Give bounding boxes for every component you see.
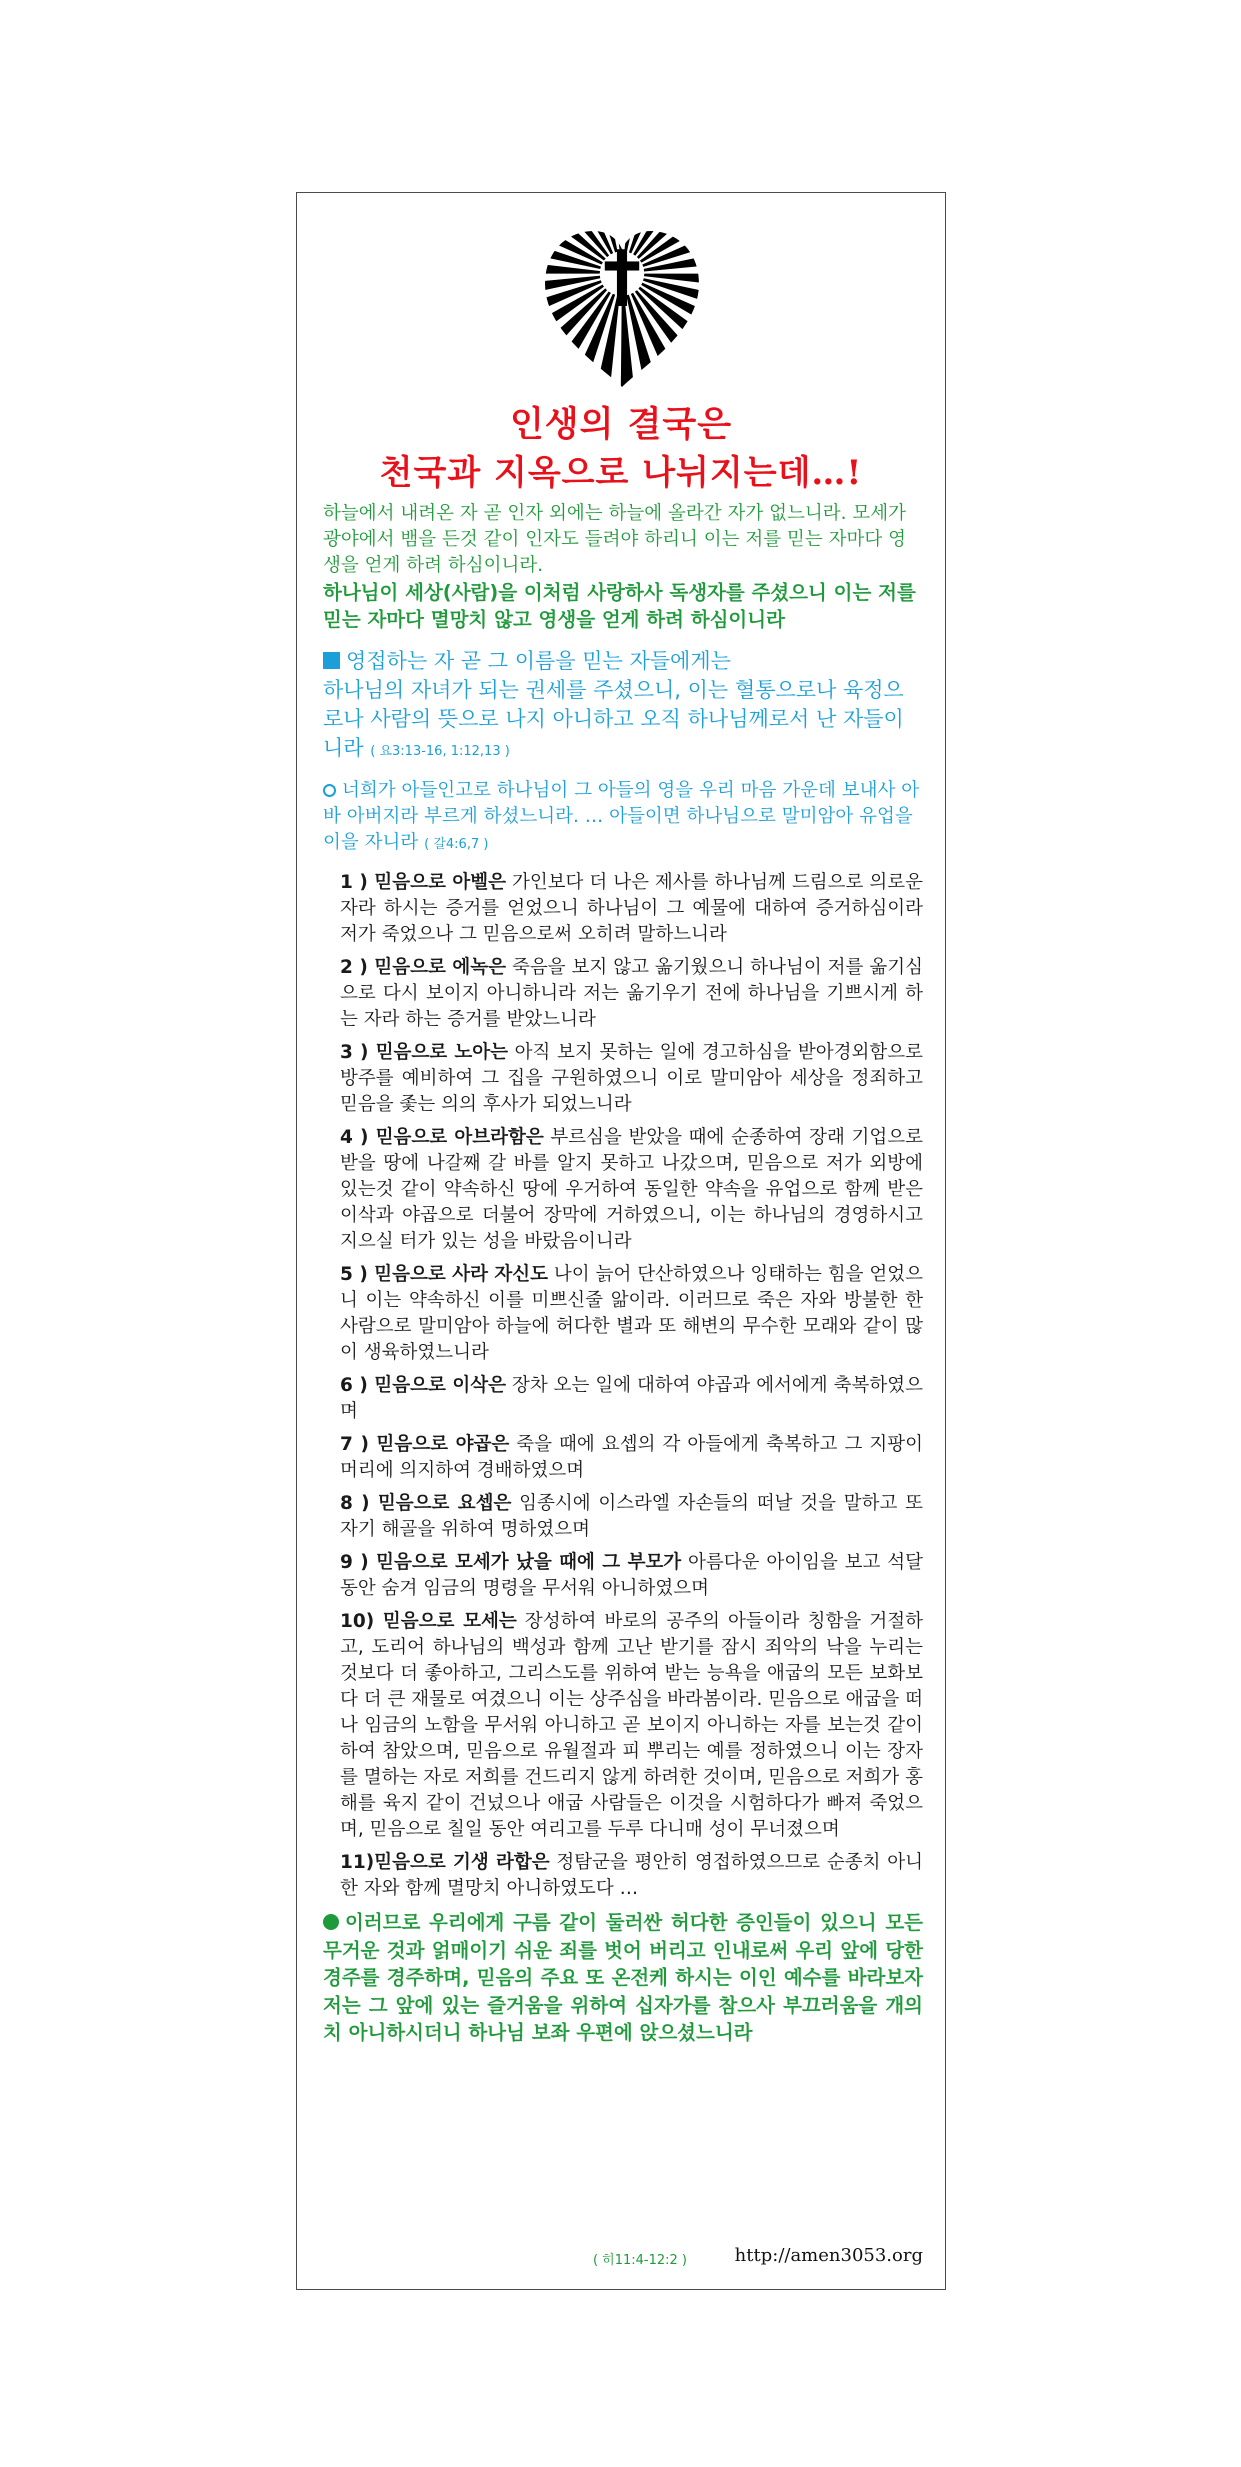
section-body-text: 하나님의 자녀가 되는 권세를 주셨으니, 이는 혈통으로나 육정으로나 사람의 뜻으로 나지 아니하고 오직 하나님께로서 난 자들이니라 (323, 678, 904, 760)
list-item-text: 아직 보지 못하는 일에 경고하심을 받아경외함으로 방주를 예비하여 그 집을 구원하였으니 이로 말미암아 세상을 정죄하고 믿음을 좇는 의의 후사가 되었느니라 (340, 1042, 924, 1115)
tract-card (296, 192, 946, 2290)
list-item-text: 아름다운 아이임을 보고 석달 동안 숨겨 임금의 명령을 무서워 아니하였으며 (340, 1552, 923, 1599)
list-item-lead: 3 ) 믿음으로 노아는 (340, 1042, 508, 1063)
list-item-text: 장차 오는 일에 대하여 야곱과 에서에게 축복하였으며 (340, 1375, 923, 1422)
circle-bullet-icon (323, 784, 336, 797)
list-item-text: 죽을 때에 요셉의 각 아들에게 축복하고 그 지팡이 머리에 의지하여 경배하였으며 (340, 1434, 923, 1481)
intro-paragraph: 하늘에서 내려온 자 곧 인자 외에는 하늘에 올라간 자가 없느니라. 모세가 광야에서 뱀을 든것 같이 인자도 들려야 하리니 이는 저를 믿는 자마다 영생을 얻게 하려 하심이니라. (323, 503, 906, 576)
list-item (340, 1609, 923, 1843)
list-item (340, 1850, 923, 1902)
list-item-text: 장성하여 바로의 공주의 아들이라 칭함을 거절하고, 도리어 하나님의 백성과 함께 고난 받기를 잠시 죄악의 낙을 누리는 것보다 더 좋아하고, 그리스도를 위하여 받는 능욕을 애굽의 모든 보화보다 더 큰 재물로 여겼으니 이는 상주심을 바라봄이라. 믿음으로 애굽을 떠나 임금의 노함을 무서워 아니하고 곧 보이지 아니하는 자를 보는것 같이 하여 참았으며, 믿음으로 유월절과 피 뿌리는 예를 정하였으니 이는 장자를 멸하는 자로 저희를 건드리지 않게 하려한 것이며, 믿음으로 저희가 홍해를 육지 같이 건넜으나 애굽 사람들은 이것을 시험하다가 빠져 죽었으며, 믿음으로 칠일 동안 여리고를 두루 다니매 성이 무너졌으며 (340, 1611, 923, 1840)
faith-list (323, 870, 923, 1902)
list-item (340, 1491, 923, 1543)
list-item-text: 정탐군을 평안히 영접하였으므로 순종치 아니한 자와 함께 멸망치 아니하였도다 … (340, 1852, 923, 1899)
list-item (340, 1373, 923, 1425)
closing-text: 이러므로 우리에게 구름 같이 둘러싼 허다한 증인들이 있으니 모든 무거운 것과 얽매이기 쉬운 죄를 벗어 버리고 인내로써 우리 앞에 당한 경주를 경주하며, 믿음의 주요 또 온전케 하시는 이인 예수를 바라보자 저는 그 앞에 있는 즐거움을 위하여 십자가를 참으사 부끄러움을 개의치 아니하시더니 하나님 보좌 우편에 앉으셨느니라 (323, 1911, 923, 2044)
list-item (340, 1432, 923, 1484)
list-item-lead: 5 ) 믿음으로 사라 자신도 (340, 1264, 549, 1285)
section-note (323, 778, 923, 858)
list-item-lead: 2 ) 믿음으로 에녹은 (340, 957, 506, 978)
intro-emphasis: 하나님이 세상(사람)을 이처럼 사랑하사 독생자를 주셨으니 이는 저를 믿는 자마다 멸망치 않고 영생을 얻게 하려 하심이니라 (323, 581, 916, 631)
list-item-lead: 4 ) 믿음으로 아브라함은 (340, 1127, 544, 1148)
list-item (340, 1125, 923, 1255)
list-item-lead: 1 ) 믿음으로 아벨은 (340, 872, 506, 893)
closing-paragraph (323, 1909, 923, 2047)
title-line-2: 천국과 지옥으로 나뉘지는데…! (379, 453, 863, 493)
list-item-text: 가인보다 더 나은 제사를 하나님께 드림으로 의로운 자라 하시는 증거를 얻었으니 하나님이 그 예물에 대하여 증거하심이라 저가 죽었으나 그 믿음으로써 오히려 말하느니라 (340, 872, 923, 945)
list-item-text: 죽음을 보지 않고 옮기웠으니 하나님이 저를 옮기심으로 다시 보이지 아니하니라 저는 옮기우기 전에 하나님을 기쁘시게 하는 자라 하는 증거를 받았느니라 (340, 957, 923, 1030)
list-item-text: 부르심을 받았을 때에 순종하여 장래 기업으로 받을 땅에 나갈째 갈 바를 알지 못하고 나갔으며, 믿음으로 저가 외방에 있는것 같이 약속하신 땅에 우거하여 동일한 약속을 유업으로 함께 받은 이삭과 야곱으로 더불어 장막에 거하였으니, 이는 하나님의 경영하시고 지으실 터가 있는 성을 바랐음이니라 (340, 1127, 923, 1252)
list-item-text: 나이 늙어 단산하였으나 잉태하는 힘을 얻었으니 이는 약속하신 이를 미쁘신줄 앎이라. 이러므로 죽은 자와 방불한 한 사람으로 말미암아 하늘에 허다한 별과 또 해변의 무수한 모래와 같이 많이 생육하였느니라 (340, 1264, 923, 1363)
list-item-text: 임종시에 이스라엘 자손들의 떠날 것을 말하고 또 자기 해골을 위하여 명하였으며 (340, 1493, 924, 1540)
list-item-lead: 8 ) 믿음으로 요셉은 (340, 1493, 512, 1514)
website-link[interactable]: http://amen3053.org (734, 2245, 923, 2266)
tract-content (323, 501, 923, 2047)
list-item (340, 1040, 923, 1118)
list-item (340, 1550, 923, 1602)
list-item-lead: 9 ) 믿음으로 모세가 났을 때에 그 부모가 (340, 1552, 682, 1573)
list-item (340, 1262, 923, 1366)
section-body (323, 676, 923, 766)
footer (323, 2245, 923, 2271)
title-line-1: 인생의 결국은 (509, 404, 733, 445)
footer-reference: ( 히11:4-12:2 ) (592, 2253, 687, 2268)
section-note-text: 너희가 아들인고로 하나님이 그 아들의 영을 우리 마음 가운데 보내사 아바 아버지라 부르게 하셨느니라. … 아들이면 하나님으로 말미암아 유업을 이을 자니라 (323, 780, 920, 853)
green-dot-bullet-icon (323, 1914, 339, 1930)
list-item-lead: 6 ) 믿음으로 이삭은 (340, 1375, 506, 1396)
section-heading-text: 영접하는 자 곧 그 이름을 믿는 자들에게는 (346, 649, 731, 673)
list-item-lead: 11)믿음으로 기생 라합은 (340, 1852, 550, 1873)
section-body-reference: ( 요3:13-16, 1:12,13 ) (370, 744, 510, 759)
heart-cross-emblem-icon (541, 227, 703, 389)
list-item-lead: 10) 믿음으로 모세는 (340, 1611, 517, 1632)
section-heading (323, 647, 923, 676)
list-item-lead: 7 ) 믿음으로 야곱은 (340, 1434, 510, 1455)
list-item (340, 870, 923, 948)
list-item (340, 955, 923, 1033)
blue-square-bullet-icon (323, 652, 340, 669)
section-note-reference: ( 갈4:6,7 ) (424, 837, 489, 852)
